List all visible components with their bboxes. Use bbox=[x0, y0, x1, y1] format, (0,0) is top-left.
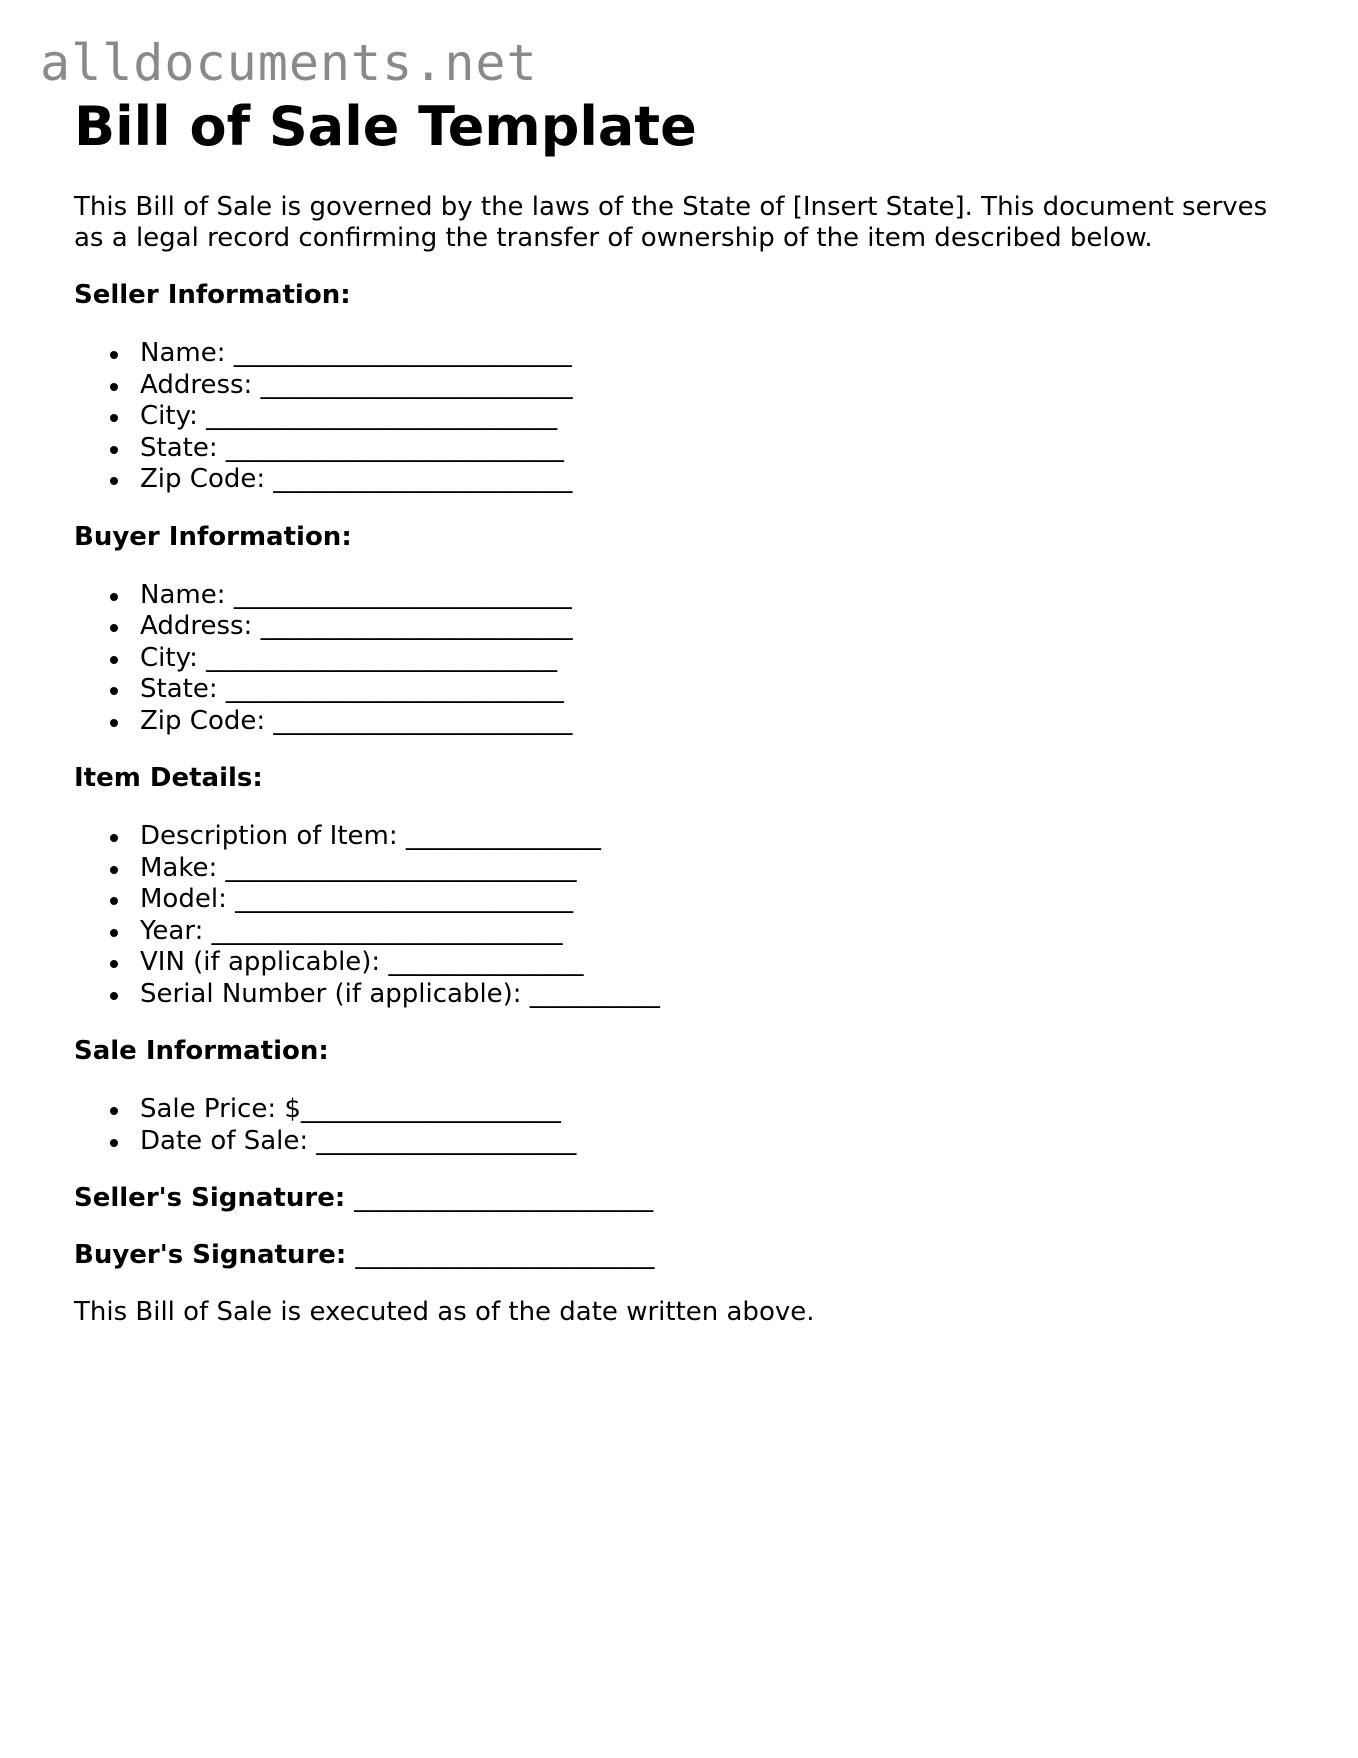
seller-signature-line bbox=[74, 1183, 1304, 1214]
intro-paragraph: This Bill of Sale is governed by the laws of the State of [Insert State]. This document serves as a legal record confirming the transfer of ownership of the item described below. bbox=[74, 192, 1268, 253]
buyer-section-heading: Buyer Information: bbox=[74, 521, 352, 552]
seller-name-field: Name: __________________________ bbox=[140, 338, 1304, 370]
buyer-signature-blank: _______________________ bbox=[355, 1240, 655, 1270]
seller-city-field: City: ___________________________ bbox=[140, 401, 1304, 433]
document-title: Bill of Sale Template bbox=[74, 95, 697, 158]
buyer-name-field: Name: __________________________ bbox=[140, 580, 1304, 612]
buyer-signature-line bbox=[74, 1240, 1304, 1271]
sale-price-field: Sale Price: $____________________ bbox=[140, 1094, 1304, 1126]
document-page bbox=[74, 96, 1304, 1328]
watermark: alldocuments.net bbox=[40, 34, 538, 92]
buyer-field-list bbox=[74, 580, 1304, 738]
sale-date-field: Date of Sale: ____________________ bbox=[140, 1126, 1304, 1158]
item-section-heading: Item Details: bbox=[74, 763, 263, 793]
buyer-address-field: Address: ________________________ bbox=[140, 611, 1304, 643]
seller-section-heading: Seller Information: bbox=[74, 280, 351, 310]
item-vin-field: VIN (if applicable): _______________ bbox=[140, 947, 1304, 979]
seller-signature-label: Seller's Signature: bbox=[74, 1183, 346, 1213]
sale-section-heading: Sale Information: bbox=[74, 1036, 329, 1066]
seller-zip-field: Zip Code: _______________________ bbox=[140, 464, 1304, 496]
buyer-state-field: State: __________________________ bbox=[140, 674, 1304, 706]
seller-signature-blank: _______________________ bbox=[354, 1183, 654, 1213]
item-description-field: Description of Item: _______________ bbox=[140, 821, 1304, 853]
buyer-signature-label: Buyer's Signature: bbox=[74, 1240, 347, 1270]
sale-field-list bbox=[74, 1094, 1304, 1157]
item-serial-field: Serial Number (if applicable): __________ bbox=[140, 979, 1304, 1011]
item-model-field: Model: __________________________ bbox=[140, 884, 1304, 916]
item-year-field: Year: ___________________________ bbox=[140, 916, 1304, 948]
item-make-field: Make: ___________________________ bbox=[140, 853, 1304, 885]
seller-address-field: Address: ________________________ bbox=[140, 370, 1304, 402]
seller-state-field: State: __________________________ bbox=[140, 433, 1304, 465]
seller-field-list bbox=[74, 338, 1304, 496]
item-field-list bbox=[74, 821, 1304, 1010]
buyer-zip-field: Zip Code: _______________________ bbox=[140, 706, 1304, 738]
buyer-city-field: City: ___________________________ bbox=[140, 643, 1304, 675]
closing-statement: This Bill of Sale is executed as of the date written above. bbox=[74, 1297, 815, 1327]
